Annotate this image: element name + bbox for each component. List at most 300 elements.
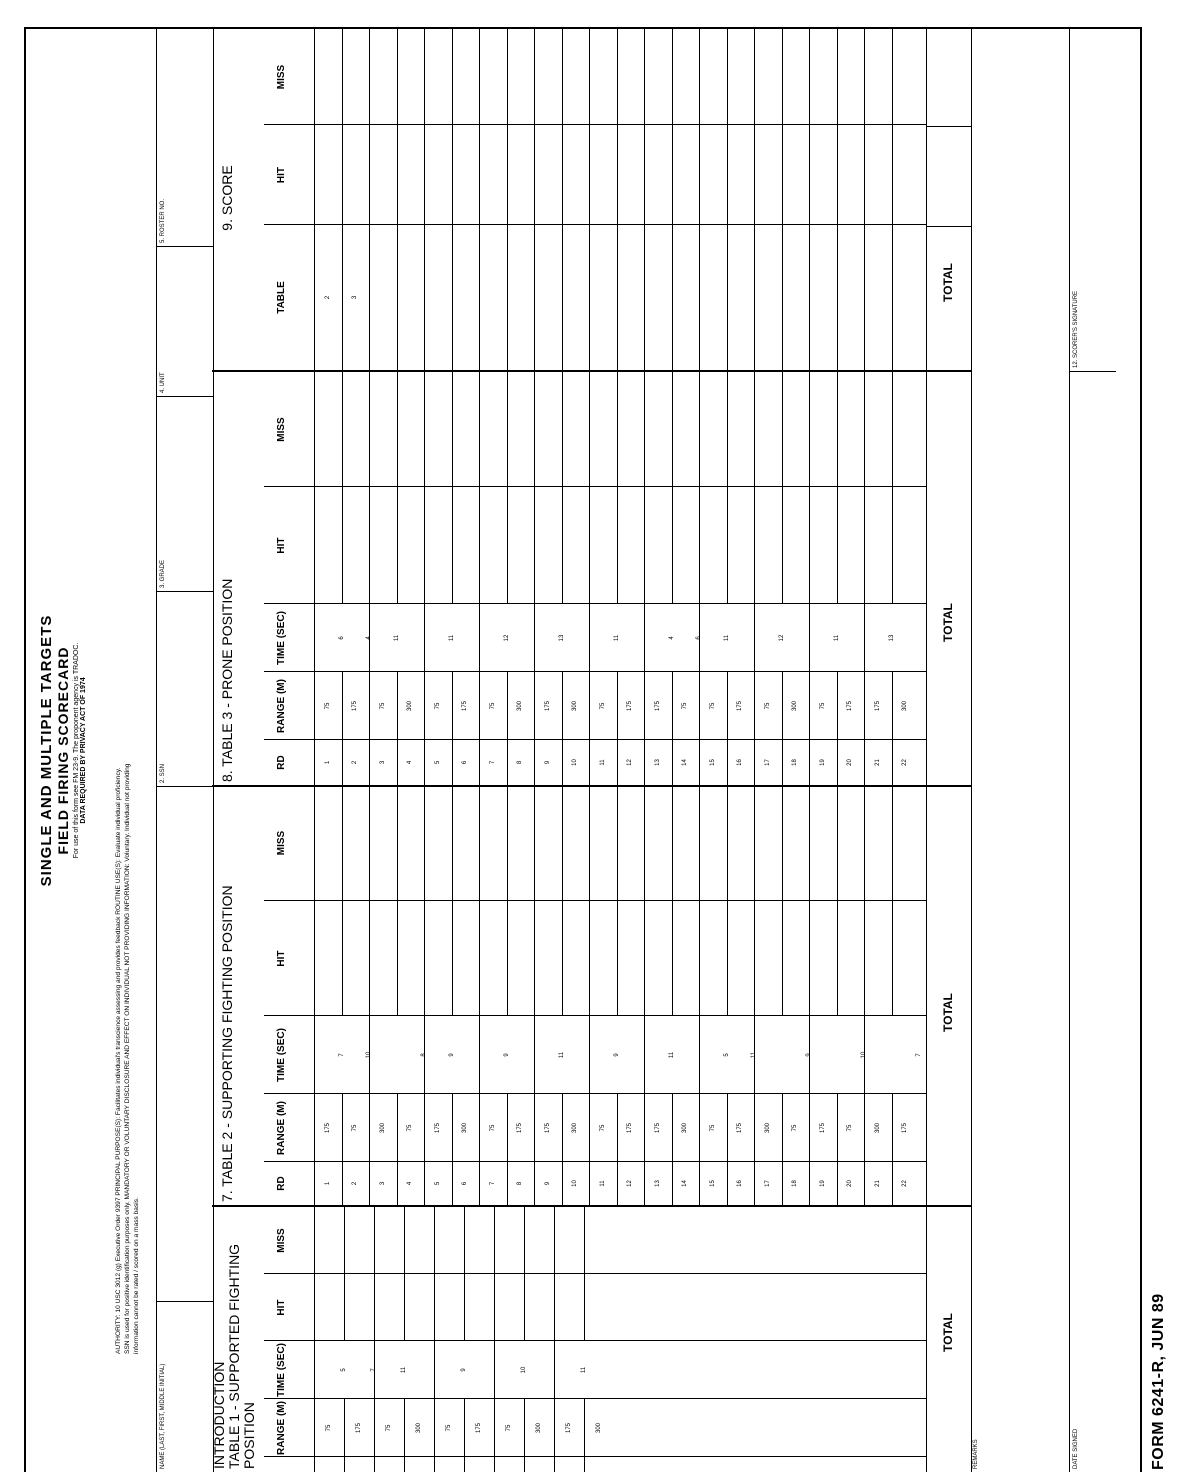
row-rule <box>524 1457 525 1472</box>
range-cell: 75 <box>599 1124 606 1132</box>
row-rule <box>534 125 535 225</box>
row-rule <box>479 125 480 225</box>
rd-cell: 21 <box>874 1180 881 1187</box>
row-rule <box>424 1016 425 1094</box>
row-rule <box>534 29 535 125</box>
row-rule <box>754 672 755 740</box>
rd-cell: 18 <box>792 759 799 766</box>
row-rule <box>464 1274 465 1341</box>
time-cell: 6 <box>696 636 702 640</box>
row-rule <box>452 125 453 225</box>
table3-section <box>212 372 926 787</box>
range-cell: 175 <box>356 1423 362 1434</box>
range-cell: 300 <box>407 701 414 712</box>
rd-cell: 4 <box>407 760 414 765</box>
row-rule <box>507 225 508 370</box>
row-rule <box>617 672 618 740</box>
rd-cell: 11 <box>599 1180 606 1187</box>
row-rule <box>754 1094 755 1162</box>
rd-cell: 8 <box>517 1181 524 1186</box>
row-rule <box>782 487 783 604</box>
range-cell: 175 <box>902 1123 909 1134</box>
row-rule <box>809 225 810 370</box>
row-rule <box>809 29 810 125</box>
time-cell: 11 <box>613 634 620 642</box>
row-rule <box>562 225 563 370</box>
row-rule <box>344 1207 345 1274</box>
range-cell: 75 <box>506 1424 512 1432</box>
row-rule <box>479 785 480 901</box>
row-rule <box>644 29 645 125</box>
row-rule <box>479 225 480 370</box>
row-rule <box>342 125 343 225</box>
range-cell: 300 <box>416 1423 422 1434</box>
rd-cell: 11 <box>599 759 606 766</box>
row-rule <box>434 1399 435 1457</box>
rd-cell: 2 <box>352 760 359 765</box>
column-header-hit: HIT <box>276 537 287 554</box>
row-rule <box>424 1162 425 1205</box>
row-rule <box>809 604 810 672</box>
row-rule <box>589 604 590 672</box>
row-rule <box>672 672 673 740</box>
time-cell: 9 <box>448 1053 455 1057</box>
row-rule <box>342 785 343 901</box>
row-rule <box>424 740 425 785</box>
row-rule <box>727 487 728 604</box>
row-rule <box>754 1016 755 1094</box>
row-rule <box>562 901 563 1016</box>
range-cell: 75 <box>709 702 716 710</box>
row-rule <box>864 225 865 370</box>
row-rule <box>434 1341 435 1399</box>
row-rule <box>507 740 508 785</box>
row-rule <box>617 125 618 225</box>
total-divider <box>927 226 971 227</box>
range-cell: 300 <box>517 701 524 712</box>
row-rule <box>397 785 398 901</box>
range-cell: 300 <box>902 701 909 712</box>
row-rule <box>369 1094 370 1162</box>
time-cell: 11 <box>558 1051 565 1059</box>
time-cell: 10 <box>861 1051 867 1059</box>
range-cell: 300 <box>536 1423 542 1434</box>
row-rule <box>344 1399 345 1457</box>
row-rule <box>617 785 618 901</box>
row-rule <box>589 225 590 370</box>
row-rule <box>374 1274 375 1341</box>
row-rule <box>507 1162 508 1205</box>
time-cell: 7 <box>916 1053 922 1057</box>
table3-total-label: TOTAL <box>941 603 955 642</box>
row-rule <box>727 672 728 740</box>
row-rule <box>479 1162 480 1205</box>
row-rule <box>452 785 453 901</box>
privacy-line-3: information cannot be rated / scored on a mass basis. <box>133 1197 140 1354</box>
row-rule <box>342 901 343 1016</box>
time-cell: 11 <box>581 1366 587 1374</box>
range-cell: 175 <box>627 1123 634 1134</box>
row-rule <box>534 1094 535 1162</box>
row-rule <box>809 672 810 740</box>
time-cell: 11 <box>448 634 455 642</box>
row-rule <box>809 487 810 604</box>
total-divider <box>927 370 971 372</box>
row-rule <box>424 225 425 370</box>
ssn-field-label: 2. SSN <box>160 763 166 783</box>
row-rule <box>589 901 590 1016</box>
unit-field-label: 4. UNIT <box>160 372 166 393</box>
remarks-field[interactable] <box>970 29 1070 1472</box>
range-cell: 75 <box>352 1124 359 1132</box>
row-rule <box>589 372 590 487</box>
column-header-hit: HIT <box>276 950 287 967</box>
range-cell: 75 <box>709 1124 716 1132</box>
row-rule <box>507 29 508 125</box>
column-header-range: RANGE (M) <box>276 1401 287 1455</box>
scorer-signature-field[interactable] <box>1070 29 1116 372</box>
row-rule <box>754 225 755 370</box>
row-rule <box>562 1162 563 1205</box>
time-cell: 12 <box>778 634 785 642</box>
row-rule <box>864 487 865 604</box>
remarks-label: REMARKS <box>973 1439 979 1469</box>
row-rule <box>672 372 673 487</box>
signature-row <box>1070 29 1116 1472</box>
grade-field-label: 3. GRADE <box>160 559 166 588</box>
row-rule <box>424 372 425 487</box>
range-cell: 175 <box>874 701 881 712</box>
column-header-time: TIME (SEC) <box>276 1028 287 1082</box>
row-rule <box>864 1094 865 1162</box>
row-rule <box>672 29 673 125</box>
row-rule <box>837 225 838 370</box>
name-field-label: NAME (LAST, FIRST, MIDDLE INITIAL) <box>160 1363 166 1469</box>
range-cell: 300 <box>682 1123 689 1134</box>
time-cell: 4 <box>366 636 372 640</box>
row-rule <box>589 740 590 785</box>
row-rule <box>727 125 728 225</box>
privacy-line-1: AUTHORITY: 10 USC 3012 (g) Executive Order 9397 PRINCIPAL PURPOSE(S): Facilitates individual's transcience assessing and provides feedback ROUTINE USE(S): Evaluate individual proficiency. <box>115 767 122 1354</box>
range-cell: 75 <box>379 702 386 710</box>
range-cell: 175 <box>324 1123 331 1134</box>
rd-cell: 7 <box>489 1181 496 1186</box>
privacy-heading: DATA REQUIRED BY PRIVACY ACT OF 1974 <box>80 677 87 824</box>
total-divider <box>927 126 971 127</box>
column-header-miss: MISS <box>276 1228 287 1253</box>
time-cell: 11 <box>723 634 730 642</box>
row-rule <box>864 1162 865 1205</box>
column-header-hit: HIT <box>276 166 287 184</box>
time-cell: 9 <box>461 1368 467 1372</box>
row-rule <box>507 1094 508 1162</box>
row-rule <box>584 1457 585 1472</box>
row-rule <box>479 487 480 604</box>
row-rule <box>672 1162 673 1205</box>
table2-title: 7. TABLE 2 - SUPPORTING FIGHTING POSITION <box>219 885 235 1202</box>
time-cell: 7 <box>338 1053 345 1057</box>
row-rule <box>397 901 398 1016</box>
row-rule <box>369 1016 370 1094</box>
row-rule <box>479 1016 480 1094</box>
row-rule <box>464 1207 465 1274</box>
range-cell: 75 <box>326 1424 332 1432</box>
row-rule <box>562 672 563 740</box>
row-rule <box>464 1457 465 1472</box>
date-signed-field[interactable] <box>1070 372 1116 1472</box>
column-header-time: TIME (SEC) <box>276 1343 287 1397</box>
time-cell: 13 <box>558 634 565 642</box>
row-rule <box>434 1274 435 1341</box>
header-rule <box>314 27 315 370</box>
row-rule <box>424 487 425 604</box>
form-number: FORM 6241-R, JUN 89 <box>1150 1293 1167 1470</box>
score-total-label: TOTAL <box>941 263 955 302</box>
row-rule <box>644 372 645 487</box>
row-rule <box>782 785 783 901</box>
row-rule <box>584 1399 585 1457</box>
row-rule <box>524 1207 525 1274</box>
row-rule <box>369 1162 370 1205</box>
column-divider <box>264 486 926 487</box>
column-header-miss: MISS <box>276 830 287 856</box>
time-cell: 11 <box>668 1051 675 1059</box>
row-rule <box>494 1457 495 1472</box>
row-rule <box>424 1094 425 1162</box>
row-rule <box>589 785 590 901</box>
row-rule <box>617 740 618 785</box>
row-rule <box>534 604 535 672</box>
row-rule <box>534 901 535 1016</box>
row-rule <box>837 672 838 740</box>
time-cell: 10 <box>521 1366 527 1374</box>
time-cell: 9 <box>613 1053 620 1057</box>
row-rule <box>397 125 398 225</box>
row-rule <box>452 487 453 604</box>
column-header-miss: MISS <box>276 417 287 442</box>
rd-cell: 15 <box>709 759 716 766</box>
row-rule <box>782 372 783 487</box>
table-cell: 2 <box>324 295 331 300</box>
table1-title <box>212 1207 257 1472</box>
row-rule <box>864 785 865 901</box>
form-title: SINGLE AND MULTIPLE TARGETS <box>38 614 55 887</box>
rd-cell: 21 <box>874 759 881 766</box>
row-rule <box>344 1457 345 1472</box>
row-rule <box>892 785 893 901</box>
row-rule <box>809 1094 810 1162</box>
row-rule <box>699 1094 700 1162</box>
range-cell: 175 <box>819 1123 826 1134</box>
rd-cell: 1 <box>324 1181 331 1186</box>
range-cell: 75 <box>489 702 496 710</box>
row-rule <box>617 1094 618 1162</box>
privacy-line-2: SSN is used for positive identification purposes only. MANDATORY OR VOLUNTARY DISCLOSURE AND EFFECT ON INDIVIDUAL NOT PROVIDING INFORMATION: Voluntary. Individual not providing <box>124 763 131 1354</box>
time-cell: 10 <box>366 1051 372 1059</box>
row-rule <box>479 740 480 785</box>
table-cell: 3 <box>352 295 359 300</box>
column-divider <box>264 900 926 901</box>
row-rule <box>507 672 508 740</box>
row-rule <box>699 1162 700 1205</box>
row-rule <box>342 1162 343 1205</box>
range-cell: 300 <box>874 1123 881 1134</box>
rd-cell: 8 <box>517 760 524 765</box>
roster-field-label: 5. ROSTER NO. <box>160 198 166 243</box>
row-rule <box>494 1207 495 1274</box>
range-cell: 175 <box>462 701 469 712</box>
name-field-entry[interactable] <box>157 787 213 1302</box>
row-rule <box>562 125 563 225</box>
row-rule <box>554 1457 555 1472</box>
row-rule <box>837 487 838 604</box>
row-rule <box>672 785 673 901</box>
range-cell: 300 <box>596 1423 602 1434</box>
form-subtitle: FIELD FIRING SCORECARD <box>55 646 71 855</box>
time-cell: 11 <box>393 634 400 642</box>
row-rule <box>727 785 728 901</box>
row-rule <box>864 372 865 487</box>
row-rule <box>534 740 535 785</box>
row-rule <box>397 672 398 740</box>
time-cell: 11 <box>401 1366 407 1374</box>
rd-cell: 13 <box>654 759 661 766</box>
row-rule <box>534 225 535 370</box>
row-rule <box>494 1399 495 1457</box>
row-rule <box>369 672 370 740</box>
row-rule <box>754 1162 755 1205</box>
row-rule <box>837 740 838 785</box>
totals-row <box>926 29 972 1472</box>
row-rule <box>782 29 783 125</box>
total-divider <box>927 1205 971 1207</box>
range-cell: 75 <box>599 702 606 710</box>
row-rule <box>584 1274 585 1341</box>
rd-cell: 13 <box>654 1180 661 1187</box>
score-section <box>212 29 926 372</box>
row-rule <box>782 1094 783 1162</box>
time-cell: 6 <box>338 636 345 640</box>
roster-field[interactable] <box>157 29 213 247</box>
rd-cell: 12 <box>627 759 634 766</box>
row-rule <box>554 1207 555 1274</box>
row-rule <box>342 1094 343 1162</box>
row-rule <box>754 29 755 125</box>
row-rule <box>644 785 645 901</box>
rd-cell: 22 <box>902 759 909 766</box>
row-rule <box>864 125 865 225</box>
grade-field[interactable] <box>157 397 213 592</box>
row-rule <box>562 29 563 125</box>
row-rule <box>369 29 370 125</box>
column-divider <box>264 224 926 225</box>
rd-cell: 6 <box>462 1181 469 1186</box>
score-title: 9. SCORE <box>219 165 235 231</box>
row-rule <box>342 372 343 487</box>
row-rule <box>892 225 893 370</box>
row-rule <box>374 1457 375 1472</box>
row-rule <box>644 225 645 370</box>
row-rule <box>864 740 865 785</box>
time-cell: 8 <box>421 1053 427 1057</box>
row-rule <box>892 1094 893 1162</box>
row-rule <box>727 740 728 785</box>
rd-cell: 9 <box>544 760 551 765</box>
rd-cell: 17 <box>764 759 771 766</box>
table1-section <box>212 1207 926 1472</box>
time-cell: 5 <box>341 1368 347 1372</box>
row-rule <box>369 487 370 604</box>
row-rule <box>727 225 728 370</box>
row-rule <box>369 225 370 370</box>
total-divider <box>927 785 971 787</box>
rd-cell: 18 <box>792 1180 799 1187</box>
row-rule <box>404 1399 405 1457</box>
scorer-signature-label: 12. SCORER'S SIGNATURE <box>1073 290 1079 368</box>
column-divider <box>264 603 926 604</box>
rd-cell: 14 <box>682 1180 689 1187</box>
row-rule <box>452 225 453 370</box>
row-rule <box>754 372 755 487</box>
range-cell: 300 <box>379 1123 386 1134</box>
row-rule <box>644 672 645 740</box>
row-rule <box>452 672 453 740</box>
row-rule <box>397 487 398 604</box>
row-rule <box>864 672 865 740</box>
row-rule <box>782 225 783 370</box>
unit-field[interactable] <box>157 247 213 397</box>
column-header-rd: RD <box>276 755 287 770</box>
row-rule <box>479 604 480 672</box>
row-rule <box>617 901 618 1016</box>
rd-cell: 6 <box>462 760 469 765</box>
row-rule <box>369 785 370 901</box>
row-rule <box>369 740 370 785</box>
row-rule <box>342 225 343 370</box>
column-header-range: RANGE (M) <box>276 679 287 733</box>
row-rule <box>424 29 425 125</box>
row-rule <box>809 901 810 1016</box>
row-rule <box>534 785 535 901</box>
row-rule <box>584 1207 585 1274</box>
range-cell: 175 <box>352 701 359 712</box>
row-rule <box>892 740 893 785</box>
row-rule <box>699 604 700 672</box>
identification-row <box>156 29 214 1472</box>
row-rule <box>837 1162 838 1205</box>
row-rule <box>524 1274 525 1341</box>
row-rule <box>524 1399 525 1457</box>
row-rule <box>479 901 480 1016</box>
row-rule <box>452 372 453 487</box>
rd-cell: 10 <box>572 1180 579 1187</box>
rd-cell: 16 <box>737 759 744 766</box>
row-rule <box>754 604 755 672</box>
table2-total-label: TOTAL <box>941 993 955 1032</box>
rd-cell: 17 <box>764 1180 771 1187</box>
row-rule <box>892 372 893 487</box>
row-rule <box>452 740 453 785</box>
range-cell: 300 <box>572 701 579 712</box>
row-rule <box>617 29 618 125</box>
row-rule <box>864 604 865 672</box>
name-field[interactable] <box>157 1302 213 1472</box>
row-rule <box>589 29 590 125</box>
table2-section <box>212 787 926 1207</box>
ssn-field[interactable] <box>157 592 213 787</box>
rd-cell: 5 <box>434 760 441 765</box>
row-rule <box>534 672 535 740</box>
